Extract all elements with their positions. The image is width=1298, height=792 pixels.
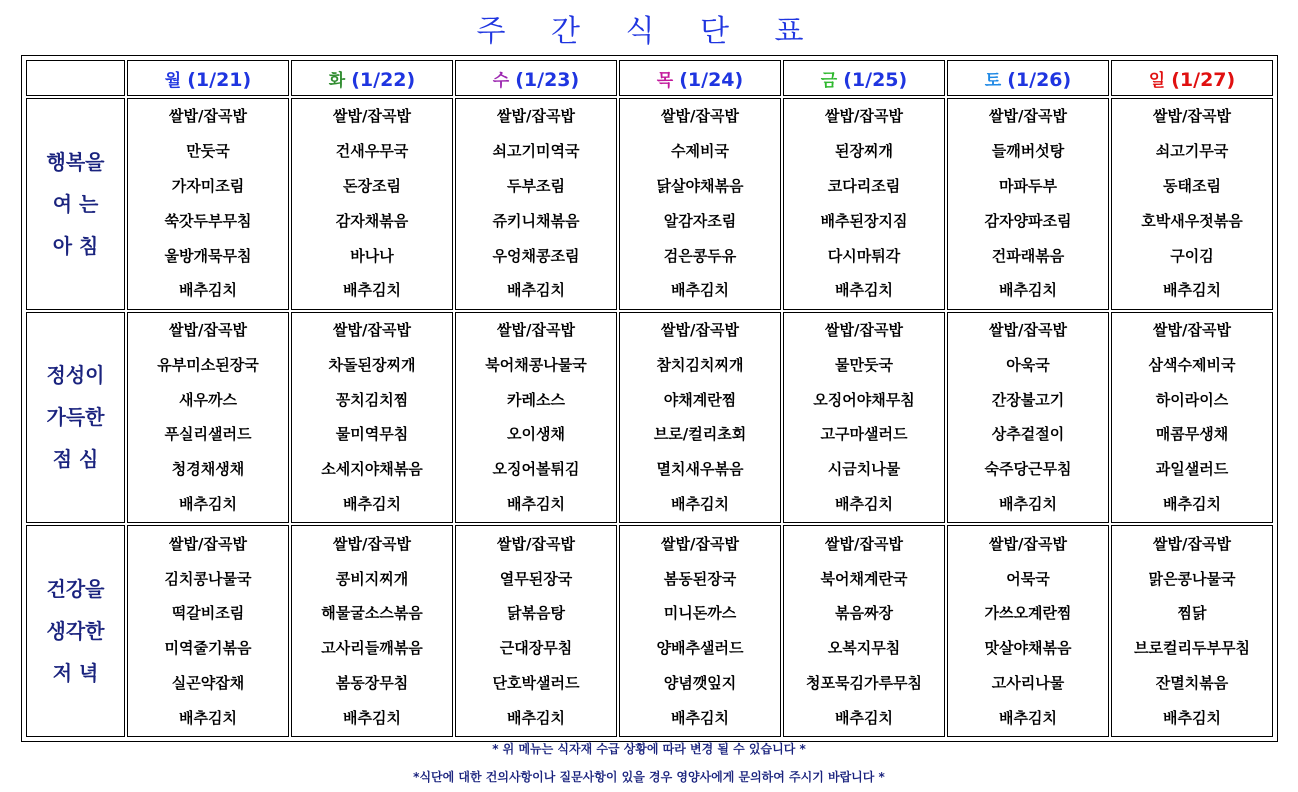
header-row bbox=[26, 60, 1273, 96]
menu-item: 동태조림 bbox=[1163, 177, 1221, 196]
menu-item: 쌀밥/잡곡밥 bbox=[169, 107, 247, 126]
menu-cell bbox=[619, 525, 781, 737]
day-icon: 월 bbox=[164, 70, 182, 91]
menu-item: 매콤무생채 bbox=[1155, 425, 1229, 444]
menu-item: 쌀밥/잡곡밥 bbox=[661, 321, 739, 340]
menu-item: 열무된장국 bbox=[499, 569, 573, 588]
menu-item: 배추김치 bbox=[671, 281, 729, 300]
menu-list bbox=[128, 527, 288, 736]
menu-cell bbox=[455, 312, 617, 524]
menu-cell bbox=[291, 312, 453, 524]
menu-cell bbox=[1111, 98, 1273, 310]
menu-cell bbox=[455, 525, 617, 737]
menu-item: 쌀밥/잡곡밥 bbox=[497, 534, 575, 553]
menu-list bbox=[784, 99, 944, 308]
menu-item: 맛살야채볶음 bbox=[984, 639, 1072, 658]
day-icon: 토 bbox=[984, 70, 1002, 91]
menu-item: 맑은콩나물국 bbox=[1148, 569, 1236, 588]
menu-item: 배추김치 bbox=[835, 708, 893, 727]
day-header bbox=[291, 60, 453, 96]
menu-item: 배추김치 bbox=[1163, 495, 1221, 514]
menu-item: 건새우무국 bbox=[335, 142, 409, 161]
menu-item: 양념깻잎지 bbox=[663, 673, 737, 692]
menu-item: 야채계란찜 bbox=[663, 390, 737, 409]
menu-item: 북어채계란국 bbox=[820, 569, 908, 588]
menu-item: 멸치새우볶음 bbox=[656, 460, 744, 479]
meal-label-line: 행복을 bbox=[46, 149, 105, 174]
menu-item: 배추김치 bbox=[507, 495, 565, 514]
menu-item: 배추김치 bbox=[671, 708, 729, 727]
menu-item: 쌀밥/잡곡밥 bbox=[661, 107, 739, 126]
menu-item: 쌀밥/잡곡밥 bbox=[497, 321, 575, 340]
menu-item: 소세지야채볶음 bbox=[321, 460, 423, 479]
menu-cell bbox=[619, 312, 781, 524]
day-icon: 화 bbox=[328, 70, 346, 91]
menu-item: 쌀밥/잡곡밥 bbox=[825, 107, 903, 126]
meal-label-line: 가득한 bbox=[46, 405, 105, 430]
menu-item: 유부미소된장국 bbox=[157, 355, 259, 374]
menu-item: 쑥갓두부무침 bbox=[164, 211, 252, 230]
menu-cell bbox=[783, 312, 945, 524]
menu-item: 배추김치 bbox=[671, 495, 729, 514]
menu-cell bbox=[1111, 525, 1273, 737]
day-header bbox=[947, 60, 1109, 96]
menu-item: 하이라이스 bbox=[1155, 390, 1229, 409]
weekly-menu-table-frame bbox=[21, 55, 1278, 742]
menu-list bbox=[456, 527, 616, 736]
day-header bbox=[783, 60, 945, 96]
menu-item: 배추김치 bbox=[507, 708, 565, 727]
day-date: (1/27) bbox=[1171, 68, 1236, 91]
menu-list bbox=[128, 313, 288, 522]
menu-item: 배추김치 bbox=[1163, 708, 1221, 727]
notice-contact-dietitian: *식단에 대한 건의사항이나 질문사항이 있을 경우 영양사에게 문의하여 주시기 바랍니다 * bbox=[413, 770, 885, 784]
menu-item: 구이김 bbox=[1170, 246, 1214, 265]
menu-item: 쌀밥/잡곡밥 bbox=[497, 107, 575, 126]
menu-item: 된장찌개 bbox=[835, 142, 893, 161]
menu-list bbox=[292, 99, 452, 308]
menu-item: 청포묵김가루무침 bbox=[806, 673, 922, 692]
menu-item: 차돌된장찌개 bbox=[328, 355, 416, 374]
menu-item: 삼색수제비국 bbox=[1148, 355, 1236, 374]
menu-item: 배추김치 bbox=[343, 708, 401, 727]
corner-cell bbox=[26, 60, 125, 96]
menu-item: 수제비국 bbox=[671, 142, 729, 161]
menu-list bbox=[292, 313, 452, 522]
day-date: (1/22) bbox=[351, 68, 416, 91]
meal-label-line: 건강을 bbox=[46, 577, 105, 602]
day-header bbox=[1111, 60, 1273, 96]
menu-item: 찜닭 bbox=[1177, 604, 1207, 623]
menu-item: 우엉채콩조림 bbox=[492, 246, 580, 265]
meal-label-line: 저 녁 bbox=[52, 661, 99, 686]
menu-cell bbox=[947, 98, 1109, 310]
menu-list bbox=[456, 99, 616, 308]
menu-item: 호박새우젓볶음 bbox=[1141, 211, 1243, 230]
day-date: (1/25) bbox=[843, 68, 908, 91]
menu-item: 쌀밥/잡곡밥 bbox=[1153, 534, 1231, 553]
menu-item: 근대장무침 bbox=[499, 639, 573, 658]
menu-list bbox=[1112, 313, 1272, 522]
day-date: (1/21) bbox=[187, 68, 252, 91]
menu-item: 배추김치 bbox=[999, 495, 1057, 514]
meal-label-line: 정성이 bbox=[46, 363, 105, 388]
menu-item: 고구마샐러드 bbox=[820, 425, 908, 444]
menu-list bbox=[620, 99, 780, 308]
menu-item: 돈장조림 bbox=[343, 177, 401, 196]
weekly-menu-table bbox=[24, 58, 1275, 739]
menu-item: 실곤약잡채 bbox=[171, 673, 245, 692]
menu-list bbox=[456, 313, 616, 522]
menu-item: 배추된장지짐 bbox=[820, 211, 908, 230]
menu-item: 단호박샐러드 bbox=[492, 673, 580, 692]
day-date: (1/24) bbox=[679, 68, 744, 91]
menu-item: 시금치나물 bbox=[827, 460, 901, 479]
menu-item: 봄동장무침 bbox=[335, 673, 409, 692]
meal-label-line: 생각한 bbox=[46, 619, 105, 644]
menu-cell bbox=[783, 525, 945, 737]
menu-cell bbox=[291, 98, 453, 310]
menu-item: 참치김치찌개 bbox=[656, 355, 744, 374]
menu-item: 배추김치 bbox=[179, 495, 237, 514]
menu-item: 볶음짜장 bbox=[835, 604, 893, 623]
menu-item: 쌀밥/잡곡밥 bbox=[169, 534, 247, 553]
menu-list bbox=[292, 527, 452, 736]
menu-item: 쌀밥/잡곡밥 bbox=[169, 321, 247, 340]
day-icon: 목 bbox=[656, 70, 674, 91]
menu-item: 푸실리샐러드 bbox=[164, 425, 252, 444]
menu-item: 콩비지찌개 bbox=[335, 569, 409, 588]
menu-item: 쌀밥/잡곡밥 bbox=[1153, 107, 1231, 126]
page-title: 주 간 식 단 표 bbox=[476, 14, 822, 49]
menu-list bbox=[784, 313, 944, 522]
meal-row bbox=[26, 312, 1273, 524]
menu-item: 가쓰오계란찜 bbox=[984, 604, 1072, 623]
meal-rows bbox=[26, 98, 1273, 737]
menu-item: 배추김치 bbox=[343, 495, 401, 514]
menu-item: 코다리조림 bbox=[827, 177, 901, 196]
menu-item: 브로컬리두부무침 bbox=[1134, 639, 1250, 658]
menu-item: 검은콩두유 bbox=[663, 246, 737, 265]
menu-item: 과일샐러드 bbox=[1155, 460, 1229, 479]
menu-item: 배추김치 bbox=[343, 281, 401, 300]
day-icon: 금 bbox=[820, 70, 838, 91]
menu-item: 바나나 bbox=[350, 246, 394, 265]
menu-item: 상추겉절이 bbox=[991, 425, 1065, 444]
meal-label bbox=[26, 525, 125, 737]
menu-item: 알감자조림 bbox=[663, 211, 737, 230]
menu-list bbox=[948, 527, 1108, 736]
menu-list bbox=[1112, 99, 1272, 308]
menu-item: 쌀밥/잡곡밥 bbox=[333, 107, 411, 126]
menu-cell bbox=[783, 98, 945, 310]
menu-item: 다시마튀각 bbox=[827, 246, 901, 265]
menu-cell bbox=[1111, 312, 1273, 524]
menu-item: 어묵국 bbox=[1006, 569, 1050, 588]
day-date: (1/26) bbox=[1007, 68, 1072, 91]
menu-item: 마파두부 bbox=[999, 177, 1057, 196]
menu-list bbox=[128, 99, 288, 308]
menu-item: 꽁치김치찜 bbox=[335, 390, 409, 409]
menu-item: 청경채생채 bbox=[171, 460, 245, 479]
menu-item: 브로/컬리초회 bbox=[653, 425, 747, 444]
menu-item: 감자채볶음 bbox=[335, 211, 409, 230]
menu-item: 쌀밥/잡곡밥 bbox=[989, 321, 1067, 340]
menu-item: 김치콩나물국 bbox=[164, 569, 252, 588]
menu-item: 북어채콩나물국 bbox=[485, 355, 587, 374]
menu-cell bbox=[291, 525, 453, 737]
menu-item: 배추김치 bbox=[179, 281, 237, 300]
menu-list bbox=[1112, 527, 1272, 736]
menu-cell bbox=[619, 98, 781, 310]
menu-item: 감자양파조림 bbox=[984, 211, 1072, 230]
menu-item: 새우까스 bbox=[179, 390, 237, 409]
meal-row bbox=[26, 525, 1273, 737]
menu-item: 물만둣국 bbox=[835, 355, 893, 374]
menu-item: 가자미조림 bbox=[171, 177, 245, 196]
menu-item: 두부조림 bbox=[507, 177, 565, 196]
menu-item: 배추김치 bbox=[179, 708, 237, 727]
menu-item: 쌀밥/잡곡밥 bbox=[825, 534, 903, 553]
menu-item: 배추김치 bbox=[835, 495, 893, 514]
menu-item: 울방개묵무침 bbox=[164, 246, 252, 265]
meal-row bbox=[26, 98, 1273, 310]
menu-cell bbox=[127, 98, 289, 310]
menu-item: 배추김치 bbox=[507, 281, 565, 300]
day-header bbox=[455, 60, 617, 96]
menu-item: 물미역무침 bbox=[335, 425, 409, 444]
day-header bbox=[127, 60, 289, 96]
menu-item: 쥬키니채볶음 bbox=[492, 211, 580, 230]
menu-item: 쌀밥/잡곡밥 bbox=[661, 534, 739, 553]
menu-cell bbox=[455, 98, 617, 310]
menu-cell bbox=[947, 312, 1109, 524]
meal-label bbox=[26, 312, 125, 524]
menu-item: 만둣국 bbox=[186, 142, 230, 161]
menu-item: 오징어볼튀김 bbox=[492, 460, 580, 479]
menu-item: 숙주당근무침 bbox=[984, 460, 1072, 479]
menu-item: 떡갈비조림 bbox=[171, 604, 245, 623]
menu-item: 건파래볶음 bbox=[991, 246, 1065, 265]
menu-item: 쌀밥/잡곡밥 bbox=[1153, 321, 1231, 340]
menu-list bbox=[948, 99, 1108, 308]
day-icon: 수 bbox=[492, 70, 510, 91]
menu-item: 해물굴소스볶음 bbox=[321, 604, 423, 623]
menu-item: 미역줄기볶음 bbox=[164, 639, 252, 658]
menu-item: 배추김치 bbox=[999, 708, 1057, 727]
menu-item: 고사리나물 bbox=[991, 673, 1065, 692]
menu-item: 배추김치 bbox=[835, 281, 893, 300]
menu-list bbox=[620, 313, 780, 522]
day-date: (1/23) bbox=[515, 68, 580, 91]
day-header bbox=[619, 60, 781, 96]
meal-label-line: 아 침 bbox=[52, 233, 99, 258]
menu-cell bbox=[127, 312, 289, 524]
menu-item: 쇠고기무국 bbox=[1155, 142, 1229, 161]
menu-item: 쌀밥/잡곡밥 bbox=[989, 534, 1067, 553]
menu-item: 들깨버섯탕 bbox=[991, 142, 1065, 161]
notice-menu-change: * 위 메뉴는 식자재 수급 상황에 따라 변경 될 수 있습니다 * bbox=[492, 742, 806, 756]
menu-item: 쌀밥/잡곡밥 bbox=[989, 107, 1067, 126]
menu-item: 오이생채 bbox=[507, 425, 565, 444]
menu-item: 닭살야채볶음 bbox=[656, 177, 744, 196]
menu-item: 오복지무침 bbox=[827, 639, 901, 658]
menu-item: 잔멸치볶음 bbox=[1155, 673, 1229, 692]
menu-cell bbox=[947, 525, 1109, 737]
menu-item: 미니돈까스 bbox=[663, 604, 737, 623]
menu-item: 아욱국 bbox=[1006, 355, 1050, 374]
menu-item: 고사리들깨볶음 bbox=[321, 639, 423, 658]
menu-item: 닭볶음탕 bbox=[507, 604, 565, 623]
meal-label-line: 여 는 bbox=[52, 191, 99, 216]
meal-label-line: 점 심 bbox=[52, 447, 99, 472]
menu-item: 양배추샐러드 bbox=[656, 639, 744, 658]
menu-item: 봄동된장국 bbox=[663, 569, 737, 588]
menu-item: 카레소스 bbox=[507, 390, 565, 409]
menu-item: 쌀밥/잡곡밥 bbox=[333, 534, 411, 553]
menu-item: 쌀밥/잡곡밥 bbox=[825, 321, 903, 340]
menu-cell bbox=[127, 525, 289, 737]
menu-list bbox=[784, 527, 944, 736]
menu-item: 배추김치 bbox=[999, 281, 1057, 300]
menu-list bbox=[948, 313, 1108, 522]
menu-item: 오징어야채무침 bbox=[813, 390, 915, 409]
day-icon: 일 bbox=[1148, 70, 1166, 91]
menu-list bbox=[620, 527, 780, 736]
meal-label bbox=[26, 98, 125, 310]
menu-item: 간장불고기 bbox=[991, 390, 1065, 409]
menu-item: 쌀밥/잡곡밥 bbox=[333, 321, 411, 340]
menu-item: 배추김치 bbox=[1163, 281, 1221, 300]
menu-item: 쇠고기미역국 bbox=[492, 142, 580, 161]
